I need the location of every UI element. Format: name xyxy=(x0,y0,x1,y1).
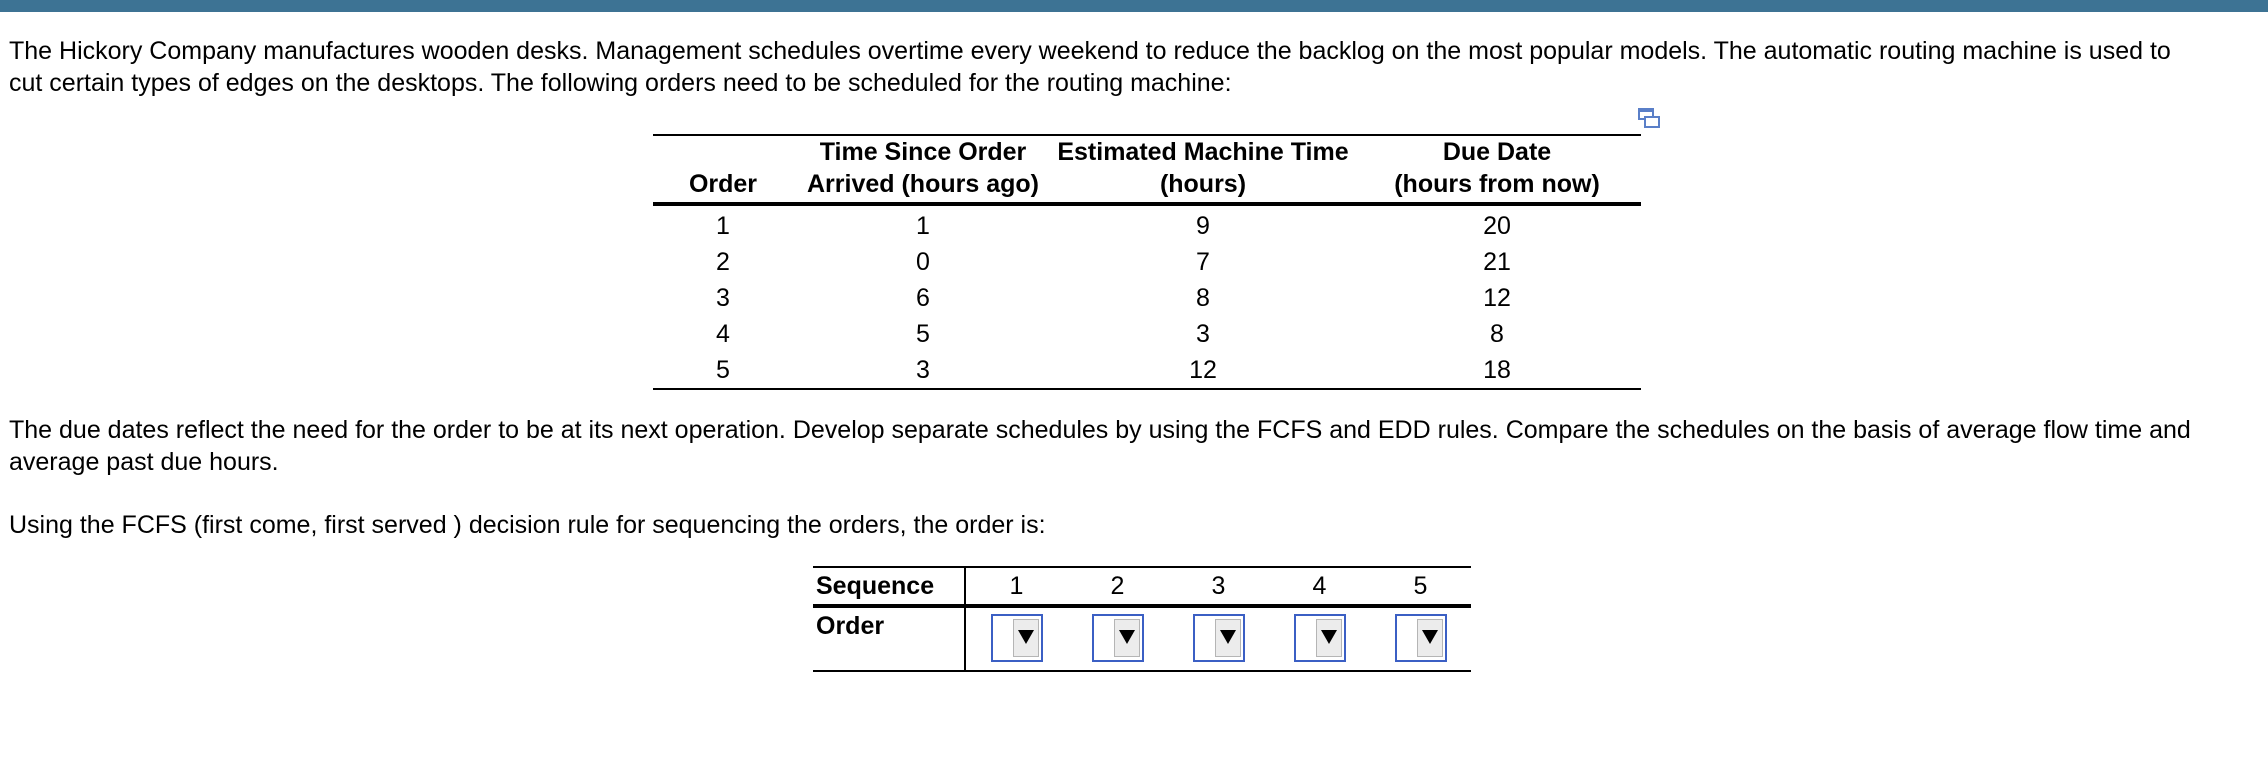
intro-paragraph xyxy=(9,35,2171,99)
orders-header-row xyxy=(653,135,1641,204)
cell-order: 3 xyxy=(716,284,730,312)
order-label: Order xyxy=(813,606,965,671)
order-select-cell xyxy=(965,606,1067,671)
table-row xyxy=(653,204,1641,244)
cell-order: 5 xyxy=(653,352,793,389)
header-machine-time xyxy=(1053,135,1353,204)
followup-paragraph xyxy=(9,414,2191,478)
cell-order: 4 xyxy=(716,320,730,348)
triangle-down-icon xyxy=(1316,619,1342,657)
header-time-since-line2: Arrived (hours ago) xyxy=(807,170,1039,198)
table-row xyxy=(653,244,1641,280)
question-text: Using the FCFS (first come, first served ) decision rule for sequencing the orders, the order is: xyxy=(9,511,1046,539)
order-select-row xyxy=(813,606,1471,671)
header-due-date-line1: Due Date xyxy=(1442,138,1552,166)
order-dropdown-3[interactable] xyxy=(1193,614,1245,662)
cell-due-date: 18 xyxy=(1353,352,1641,389)
sequence-position: 3 xyxy=(1168,567,1269,606)
sequence-position: 1 xyxy=(965,567,1067,606)
order-select-cell xyxy=(1370,606,1471,671)
cell-time-since: 3 xyxy=(793,352,1053,389)
header-machine-time-line2: (hours) xyxy=(1159,170,1247,198)
sequence-table xyxy=(813,566,1471,672)
header-order xyxy=(653,135,793,204)
cell-machine-time: 7 xyxy=(1196,248,1210,276)
cell-time-since: 5 xyxy=(916,320,930,348)
orders-table xyxy=(653,134,1641,390)
cell-due-date: 20 xyxy=(1483,212,1511,240)
cell-time-since: 1 xyxy=(916,212,930,240)
order-dropdown-2[interactable] xyxy=(1092,614,1144,662)
cell-machine-time: 12 xyxy=(1053,352,1353,389)
cell-time-since: 0 xyxy=(916,248,930,276)
sequence-label: Sequence xyxy=(813,567,965,606)
cell-due-date: 12 xyxy=(1483,284,1511,312)
order-dropdown-1[interactable] xyxy=(991,614,1043,662)
cell-machine-time: 3 xyxy=(1196,320,1210,348)
order-select-cell xyxy=(1168,606,1269,671)
intro-line-1: The Hickory Company manufactures wooden desks. Management schedules overtime every weekend to reduce the backlog on the most popular models. The automatic routing machine is used to xyxy=(9,37,2171,65)
cell-order: 2 xyxy=(716,248,730,276)
table-row xyxy=(653,316,1641,352)
expand-table-icon[interactable] xyxy=(1638,108,1660,128)
followup-line-2: average past due hours. xyxy=(9,448,279,476)
cell-due-date: 8 xyxy=(1490,320,1504,348)
order-dropdown-5[interactable] xyxy=(1395,614,1447,662)
order-select-cell xyxy=(1067,606,1168,671)
sequence-position: 2 xyxy=(1067,567,1168,606)
intro-line-2: cut certain types of edges on the desktops. The following orders need to be scheduled for the routing machine: xyxy=(9,69,1232,97)
header-time-since-line1: Time Since Order xyxy=(819,138,1027,166)
triangle-down-icon xyxy=(1114,619,1140,657)
header-order-line2: Order xyxy=(688,170,758,198)
order-dropdown-4[interactable] xyxy=(1294,614,1346,662)
cell-time-since: 6 xyxy=(916,284,930,312)
header-time-since-arrival xyxy=(793,135,1053,204)
triangle-down-icon xyxy=(1215,619,1241,657)
header-machine-time-line1: Estimated Machine Time xyxy=(1057,138,1349,166)
followup-line-1: The due dates reflect the need for the order to be at its next operation. Develop separate schedules by using the FCFS and EDD rules. Compare the schedules on the basis of average flow time and xyxy=(9,416,2191,444)
cell-machine-time: 9 xyxy=(1196,212,1210,240)
table-row xyxy=(653,280,1641,316)
top-banner xyxy=(0,0,2268,12)
cell-due-date: 21 xyxy=(1483,248,1511,276)
cell-order: 1 xyxy=(716,212,730,240)
header-due-date-line2: (hours from now) xyxy=(1394,170,1600,198)
triangle-down-icon xyxy=(1417,619,1443,657)
sequence-header-row xyxy=(813,567,1471,606)
triangle-down-icon xyxy=(1013,619,1039,657)
cell-machine-time: 8 xyxy=(1196,284,1210,312)
table-row xyxy=(653,352,1641,389)
order-select-cell xyxy=(1269,606,1370,671)
sequence-position: 4 xyxy=(1269,567,1370,606)
sequence-position: 5 xyxy=(1370,567,1471,606)
header-due-date xyxy=(1353,135,1641,204)
